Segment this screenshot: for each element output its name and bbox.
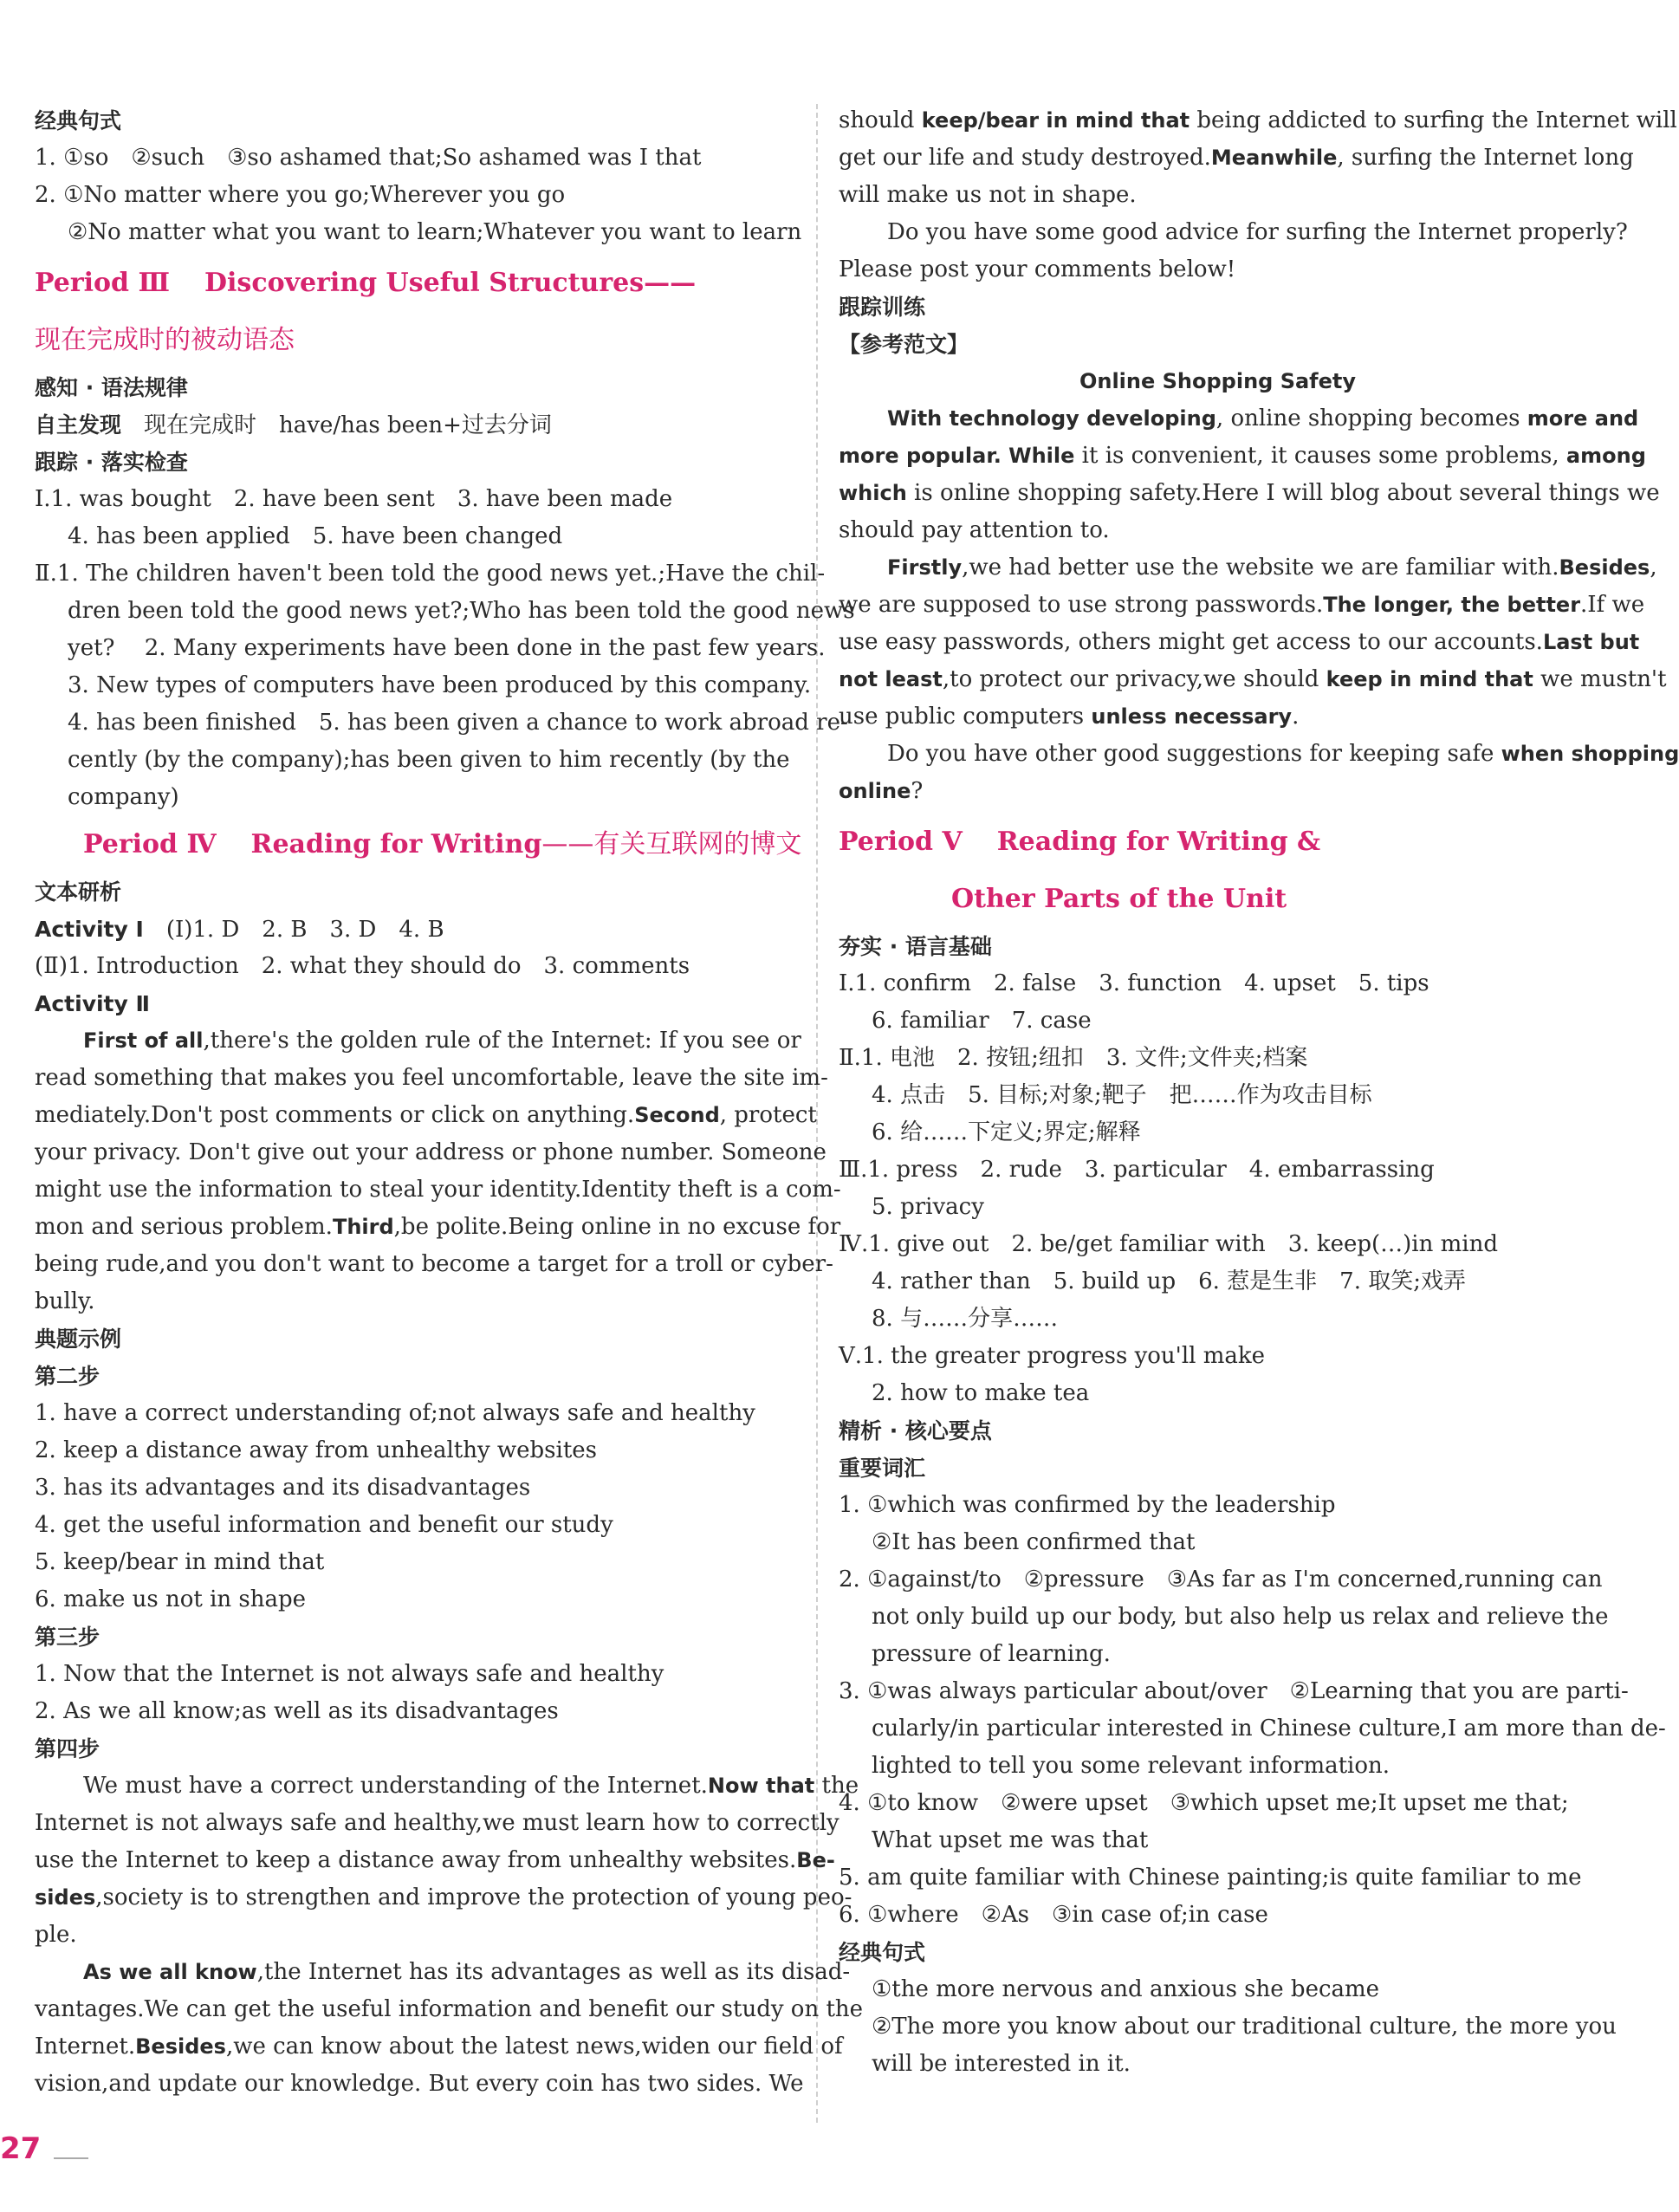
essay-line: which is online shopping safety.Here I will blog about several things we — [839, 480, 1660, 506]
heading: 第三步 — [35, 1625, 100, 1650]
essay-line: should pay attention to. — [839, 517, 1110, 543]
answer-line: company) — [68, 784, 179, 810]
answer-line: 6. make us not in shape — [35, 1586, 307, 1612]
answer-line: 2. keep a distance away from unhealthy websites — [35, 1437, 598, 1463]
answer-line: 4. 点击 5. 目标;对象;靶子 把……作为攻击目标 — [872, 1082, 1372, 1108]
answer-line: 5. keep/bear in mind that — [35, 1549, 325, 1575]
page-number-rule — [54, 2157, 88, 2159]
answer-line: ①the more nervous and anxious she became — [872, 1976, 1380, 2002]
essay-line: Do you have other good suggestions for keeping safe when shopping — [887, 741, 1679, 767]
essay-line: vision,and update our knowledge. But every coin has two sides. We — [35, 2071, 804, 2097]
answer-line: 8. 与……分享…… — [872, 1306, 1059, 1332]
answer-line: Ⅰ.1. was bought 2. have been sent 3. have been made — [35, 486, 673, 512]
left-column — [35, 102, 864, 2103]
answer-line: 1. have a correct understanding of;not always safe and healthy — [35, 1400, 755, 1426]
essay-line: First of all,there's the golden rule of the Internet: If you see or — [83, 1028, 801, 1054]
heading: 感知 · 语法规律 — [35, 375, 188, 400]
essay-line: With technology developing, online shopping becomes more and — [887, 405, 1639, 431]
essay-line: online? — [839, 778, 924, 804]
period-title: Period Ⅲ Discovering Useful Structures—— — [35, 268, 697, 298]
answer-line: Ⅴ.1. the greater progress you'll make — [839, 1343, 1266, 1369]
heading: 跟踪训练 — [839, 295, 926, 320]
heading: 第二步 — [35, 1364, 100, 1389]
answer-line: 6. 给……下定义;界定;解释 — [872, 1119, 1141, 1145]
heading: 【参考范文】 — [839, 332, 969, 357]
answer-line: pressure of learning. — [872, 1641, 1111, 1667]
heading: Activity Ⅱ — [35, 991, 150, 1016]
answer-line: Ⅱ.1. The children haven't been told the good news yet.;Have the chil- — [35, 561, 826, 587]
heading: 第四步 — [35, 1736, 100, 1761]
heading: 跟踪 · 落实检查 — [35, 450, 188, 475]
answer-line: not only build up our body, but also help us relax and relieve the — [872, 1604, 1609, 1630]
answer-line: Ⅳ.1. give out 2. be/get familiar with 3. keep(…)in mind — [839, 1231, 1498, 1257]
period-title: Period Ⅴ Reading for Writing & — [839, 827, 1321, 857]
answer-line: Ⅰ.1. confirm 2. false 3. function 4. upset 5. tips — [839, 970, 1429, 996]
essay-line: use the Internet to keep a distance away from unhealthy websites.Be- — [35, 1847, 835, 1873]
essay-line: read something that makes you feel uncomfortable, leave the site im- — [35, 1065, 828, 1091]
essay-title: Online Shopping Safety — [1079, 369, 1357, 393]
period-title-line2: Other Parts of the Unit — [951, 884, 1287, 914]
answer-line: 1. ①which was confirmed by the leadership — [839, 1492, 1336, 1518]
essay-line: we are supposed to use strong passwords.The longer, the better.If we — [839, 592, 1645, 618]
answer-line: 6. familiar 7. case — [872, 1008, 1092, 1034]
essay-line: Firstly,we had better use the website we are familiar with.Besides, — [887, 555, 1657, 581]
heading: 文本研析 — [35, 879, 122, 905]
essay-line: As we all know,the Internet has its advantages as well as its disad- — [83, 1959, 851, 1985]
essay-line: mon and serious problem.Third,be polite.Being online in no excuse for — [35, 1214, 841, 1240]
answer-line: will be interested in it. — [872, 2051, 1131, 2077]
heading: 典题示例 — [35, 1327, 122, 1352]
answer-line: yet? 2. Many experiments have been done in the past few years. — [68, 635, 826, 661]
period-subtitle: 现在完成时的被动语态 — [35, 325, 295, 355]
answer-line: 5. am quite familiar with Chinese painting;is quite familiar to me — [839, 1865, 1582, 1891]
answer-line: 2. ①against/to ②pressure ③As far as I'm concerned,running can — [839, 1567, 1603, 1593]
heading: 经典句式 — [35, 108, 122, 133]
answer-line: cularly/in particular interested in Chinese culture,I am more than de- — [872, 1716, 1666, 1742]
essay-line: mediately.Don't post comments or click on anything.Second, protect — [35, 1102, 817, 1128]
essay-line: Internet is not always safe and healthy,we must learn how to correctly — [35, 1810, 840, 1836]
heading: 夯实 · 语言基础 — [839, 934, 992, 959]
essay-line: might use the information to steal your identity.Identity theft is a com- — [35, 1177, 841, 1203]
answer-line: 2. how to make tea — [872, 1380, 1090, 1406]
essay-line: being rude,and you don't want to become a target for a troll or cyber- — [35, 1251, 833, 1277]
answer-line: 4. rather than 5. build up 6. 惹是生非 7. 取笑;戏弄 — [872, 1268, 1467, 1294]
heading: 重要词汇 — [839, 1456, 926, 1481]
answer-line: 2. ①No matter where you go;Wherever you go — [35, 182, 566, 208]
answer-line: 1. Now that the Internet is not always safe and healthy — [35, 1661, 664, 1687]
answer-line: What upset me was that — [872, 1827, 1149, 1853]
essay-line: will make us not in shape. — [839, 182, 1137, 208]
answer-line: 3. New types of computers have been produced by this company. — [68, 672, 812, 698]
heading: 精析 · 核心要点 — [839, 1418, 992, 1443]
answer-line: 5. privacy — [872, 1194, 984, 1220]
right-column — [839, 102, 1679, 2083]
essay-line: get our life and study destroyed.Meanwhile, surfing the Internet long — [839, 145, 1634, 171]
answer-line: 4. get the useful information and benefit our study — [35, 1512, 613, 1538]
essay-line: sides,society is to strengthen and improve the protection of young peo- — [35, 1884, 852, 1910]
answer-line: 1. ①so ②such ③so ashamed that;So ashamed was I that — [35, 145, 702, 171]
answer-line: 6. ①where ②As ③in case of;in case — [839, 1902, 1268, 1928]
essay-line: not least,to protect our privacy,we should keep in mind that we mustn't — [839, 666, 1667, 692]
essay-line: ple. — [35, 1922, 77, 1948]
answer-line: 自主发现 现在完成时 have/has been+过去分词 — [35, 412, 552, 438]
answer-line: cently (by the company);has been given to him recently (by the — [68, 747, 790, 773]
answer-line: lighted to tell you some relevant information. — [872, 1753, 1391, 1779]
answer-line: 4. has been finished 5. has been given a chance to work abroad re- — [68, 710, 848, 736]
answer-line: Activity Ⅰ (Ⅰ)1. D 2. B 3. D 4. B — [35, 917, 444, 943]
answer-line: dren been told the good news yet?;Who has been told the good news — [68, 598, 855, 624]
answer-line: 3. has its advantages and its disadvantages — [35, 1475, 531, 1501]
essay-line: vantages.We can get the useful information and benefit our study on the — [35, 1996, 864, 2022]
answer-line: Ⅱ.1. 电池 2. 按钮;纽扣 3. 文件;文件夹;档案 — [839, 1045, 1308, 1071]
essay-line: Internet.Besides,we can know about the latest news,widen our field of — [35, 2034, 843, 2060]
essay-line: Do you have some good advice for surfing the Internet properly? — [887, 219, 1628, 245]
answer-line: 4. ①to know ②were upset ③which upset me;It upset me that; — [839, 1790, 1569, 1816]
answer-line: ②No matter what you want to learn;Whatever you want to learn — [68, 219, 802, 245]
period-title: Period Ⅳ Reading for Writing——有关互联网的博文 — [83, 829, 802, 860]
heading: 经典句式 — [839, 1940, 926, 1965]
answer-line: Ⅲ.1. press 2. rude 3. particular 4. embarrassing — [839, 1157, 1435, 1183]
essay-line: bully. — [35, 1288, 95, 1314]
answer-line: ②The more you know about our traditional culture, the more you — [872, 2014, 1617, 2040]
essay-line: use easy passwords, others might get access to our accounts.Last but — [839, 629, 1640, 655]
answer-line: (Ⅱ)1. Introduction 2. what they should do 3. comments — [35, 953, 690, 979]
page-number: 27 — [0, 2131, 42, 2166]
essay-line: should keep/bear in mind that being addicted to surfing the Internet will — [839, 107, 1677, 133]
essay-line: use public computers unless necessary. — [839, 704, 1300, 730]
essay-line: We must have a correct understanding of the Internet.Now that the — [83, 1773, 859, 1799]
essay-line: Please post your comments below! — [839, 256, 1236, 282]
answer-line: 3. ①was always particular about/over ②Learning that you are parti- — [839, 1678, 1629, 1704]
answer-line: ②It has been confirmed that — [872, 1529, 1196, 1555]
essay-line: more popular. While it is convenient, it causes some problems, among — [839, 443, 1646, 469]
essay-line: your privacy. Don't give out your address or phone number. Someone — [35, 1139, 827, 1165]
answer-line: 2. As we all know;as well as its disadvantages — [35, 1698, 559, 1724]
answer-line: 4. has been applied 5. have been changed — [68, 523, 563, 549]
